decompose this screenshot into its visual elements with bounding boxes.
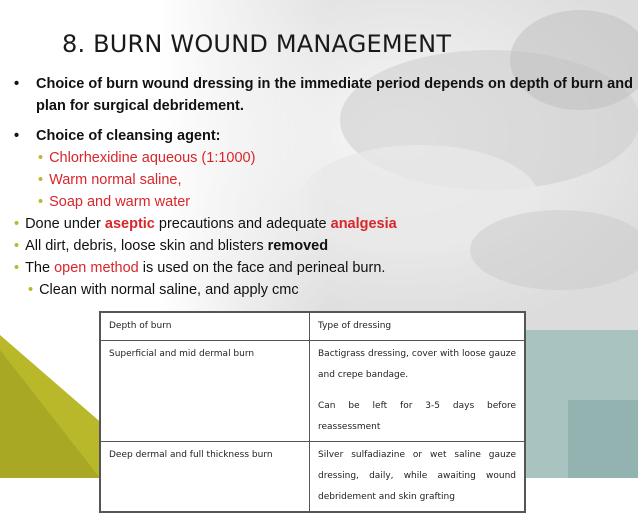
bullet-marker: •	[14, 238, 20, 254]
table-cell-depth: Superficial and mid dermal burn	[101, 341, 310, 442]
bullet-removed: • All dirt, debris, loose skin and blisters removed	[14, 238, 329, 254]
table-row	[101, 442, 525, 512]
table-header-dressing: Type of dressing	[310, 313, 525, 341]
sub-bullet-marker: •	[38, 194, 44, 210]
sub-bullet-soap: • Soap and warm water	[38, 194, 191, 210]
bullet-aseptic: • Done under aseptic precautions and adequate analgesia	[14, 216, 397, 232]
bullet-cleansing-agent	[14, 125, 630, 147]
slide-title: 8. BURN WOUND MANAGEMENT	[62, 30, 452, 58]
table-header-row	[101, 313, 525, 341]
table-row	[101, 341, 525, 442]
highlight-aseptic: aseptic	[104, 216, 155, 232]
highlight-open-method: open method	[54, 260, 139, 276]
bullet-marker: •	[14, 260, 20, 276]
table-cell-dressing: Silver sulfadiazine or wet saline gauze dressing, daily, while awaiting wound debridement and skin grafting	[310, 442, 525, 512]
bullet-open-method: • The open method is used on the face and perineal burn.	[14, 260, 386, 276]
dressing-table	[99, 311, 526, 513]
table-header-depth: Depth of burn	[101, 313, 310, 341]
sub-bullet-marker: •	[38, 172, 44, 188]
highlight-removed: removed	[267, 238, 329, 254]
teal-corner-panel-dark	[568, 400, 638, 478]
bullet-marker: •	[14, 216, 20, 232]
bullet-text: Choice of burn wound dressing in the immediate period depends on depth of burn and plan for surgical debridement.	[36, 76, 633, 114]
sub-bullet-marker: •	[28, 282, 34, 298]
table-cell-dressing: Bactigrass dressing, cover with loose gauze and crepe bandage. Can be left for 3-5 days before reassessment	[310, 341, 525, 442]
bullet-text: Choice of cleansing agent:	[36, 128, 221, 144]
highlight-analgesia: analgesia	[330, 216, 397, 232]
bullet-list	[14, 73, 633, 301]
bullet-dressing-choice	[14, 73, 636, 117]
bullet-marker: •	[14, 76, 20, 92]
bullet-marker: •	[14, 128, 20, 144]
table-cell-depth: Deep dermal and full thickness burn	[101, 442, 310, 512]
sub-bullet-marker: •	[38, 150, 44, 166]
sub-bullet-clean: • Clean with normal saline, and apply cmc	[28, 282, 299, 298]
sub-bullet-saline: • Warm normal saline,	[38, 172, 182, 188]
sub-bullet-chlorhexidine: • Chlorhexidine aqueous (1:1000)	[38, 150, 256, 166]
